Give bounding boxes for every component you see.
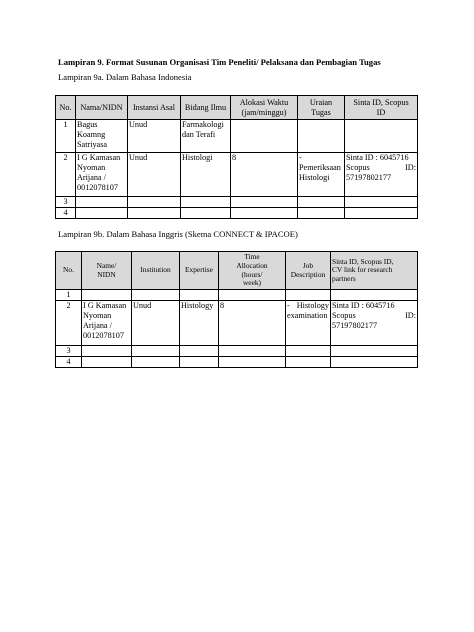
member-institution: Unud bbox=[128, 120, 181, 153]
header-institution: Instansi Asal bbox=[128, 96, 181, 120]
member-name: I G Kamasan Nyoman Arijana / 0012078107 bbox=[82, 301, 132, 346]
member-tasks: - Pemeriksaan Histologi bbox=[298, 153, 345, 197]
table-row bbox=[56, 357, 418, 368]
member-expertise: Histology bbox=[180, 301, 219, 346]
row-number: 3 bbox=[56, 346, 82, 357]
member-name: I G Kamasan Nyoman Arijana / 0012078107 bbox=[76, 153, 128, 197]
header-name: Nama/NIDN bbox=[76, 96, 128, 120]
row-number: 2 bbox=[56, 153, 76, 197]
table-row bbox=[56, 290, 418, 301]
document-heading: Lampiran 9. Format Susunan Organisasi Tim Peneliti/ Pelaksana dan Pembagian Tugas bbox=[58, 57, 381, 67]
header-institution: Institution bbox=[132, 252, 180, 290]
table-header-row bbox=[56, 252, 418, 290]
member-job: - Histology examination bbox=[286, 301, 331, 346]
member-allocation: 8 bbox=[231, 153, 298, 197]
header-sinta: Sinta ID, Scopus ID, CV link for research partners bbox=[331, 252, 418, 290]
header-sinta: Sinta ID, Scopus ID bbox=[345, 96, 418, 120]
header-time-allocation: Time Allocation (hours/ week) bbox=[219, 252, 286, 290]
section-b-title: Lampiran 9b. Dalam Bahasa Inggris (Skema CONNECT & IPACOE) bbox=[58, 229, 298, 239]
header-field: Bidang Ilmu bbox=[181, 96, 231, 120]
member-sinta bbox=[345, 120, 418, 153]
header-allocation: Alokasi Waktu (jam/minggu) bbox=[231, 96, 298, 120]
member-allocation bbox=[231, 120, 298, 153]
header-expertise: Expertise bbox=[180, 252, 219, 290]
member-institution: Unud bbox=[132, 301, 180, 346]
table-row bbox=[56, 120, 418, 153]
member-time: 8 bbox=[219, 301, 286, 346]
header-no: No. bbox=[56, 96, 76, 120]
row-number: 1 bbox=[56, 120, 76, 153]
team-table-indonesian bbox=[55, 95, 418, 219]
table-row bbox=[56, 197, 418, 208]
member-tasks bbox=[298, 120, 345, 153]
member-field: Farmakologi dan Terafi bbox=[181, 120, 231, 153]
row-number: 4 bbox=[56, 357, 82, 368]
member-field: Histologi bbox=[181, 153, 231, 197]
member-sinta: Sinta ID : 6045716 Scopus ID: 57197802177 bbox=[331, 301, 418, 346]
member-name: Bagus Koamng Satriyasa bbox=[76, 120, 128, 153]
table-row bbox=[56, 301, 418, 346]
member-institution: Unud bbox=[128, 153, 181, 197]
table-row bbox=[56, 153, 418, 197]
section-a-title: Lampiran 9a. Dalam Bahasa Indonesia bbox=[58, 72, 192, 82]
row-number: 1 bbox=[56, 290, 82, 301]
team-table-english bbox=[55, 251, 418, 368]
header-tasks: Uraian Tugas bbox=[298, 96, 345, 120]
table-header-row bbox=[56, 96, 418, 120]
header-name: Name/ NIDN bbox=[82, 252, 132, 290]
member-sinta: Sinta ID : 6045716 Scopus ID: 57197802177 bbox=[345, 153, 418, 197]
table-row bbox=[56, 346, 418, 357]
row-number: 3 bbox=[56, 197, 76, 208]
row-number: 4 bbox=[56, 208, 76, 219]
header-no: No. bbox=[56, 252, 82, 290]
row-number: 2 bbox=[56, 301, 82, 346]
header-job-description: Job Description bbox=[286, 252, 331, 290]
table-row bbox=[56, 208, 418, 219]
